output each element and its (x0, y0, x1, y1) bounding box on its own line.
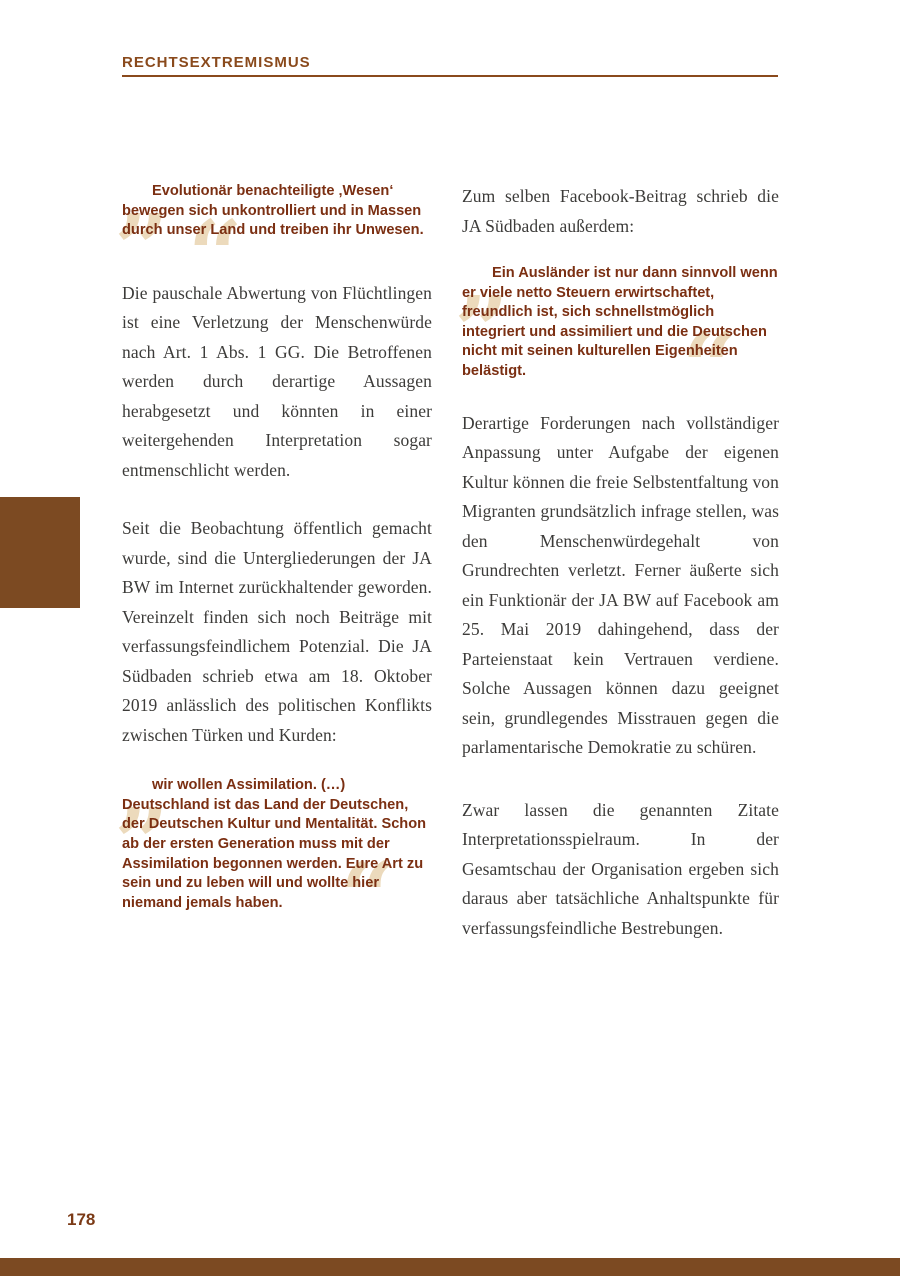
body-paragraph-1: Die pauschale Abwertung von Flüchtlingen ist eine Verletzung der Menschenwürde nach Art. 1 Abs. 1 GG. Die Betroffenen werden durch derartige Aussagen herabgesetzt und könnten in einer weitergehenden Interpretation sogar entmenschlicht werden. (122, 282, 432, 480)
pull-quote-1 (116, 140, 432, 311)
footer-bar (0, 1258, 900, 1276)
quote-close-icon: “ (340, 842, 395, 954)
pull-quote-3 (456, 222, 779, 423)
pull-quote-1-text: Evolutionär benachteiligte ‚Wesen‘ bewegen sich unkontrolliert und in Massen durch unser Land und treiben ihr Unwesen. (122, 183, 424, 239)
page-number: 178 (67, 1210, 96, 1229)
right-column (456, 182, 779, 972)
quote-close-icon: “ (682, 312, 737, 423)
running-header: RECHTSEXTREMISMUS (122, 54, 311, 71)
body-paragraph-3: Zum selben Facebook-Beitrag schrieb die JA Südbaden außerdem: (462, 186, 779, 236)
left-column (116, 140, 432, 954)
chapter-tab (0, 497, 80, 608)
quote-open-icon: „ (116, 734, 171, 846)
header-rule (122, 75, 778, 77)
body-paragraph-2: Seit die Beobachtung öffentlich gemacht wurde, sind die Untergliederungen der JA BW im Internet zurückhaltender geworden. Vereinzelt finden sich noch Beiträge mit verfassungsfeindlichem Potenzial. Die JA Südbaden schrieb etwa am 18. Oktober 2019 anlässlich des politischen Konflikts zwischen Türken und Kurden: (122, 518, 432, 745)
quote-open-icon: „ (456, 222, 511, 333)
pull-quote-2 (116, 734, 432, 954)
body-paragraph-4: Derartige Forderungen nach vollständiger Anpassung unter Aufgabe der eigenen Kultur können die freie Selbstentfaltung von Migranten grundsätzlich infrage stellen, was den Menschenwürdegehalt von Grundrechten verletzt. Ferner äußerte sich ein Funktionär der JA BW auf Facebook am 25. Mai 2019 dahingehend, dass der Parteienstaat kein Vertrauen verdiene. Solche Aussagen können dazu geeignet sein, grundlegendes Misstrauen gegen die parlamentarische Demokratie zu schüren. (462, 412, 779, 758)
quote-close-icon: “ (188, 200, 243, 311)
quote-open-icon: „ (116, 140, 171, 251)
pull-quote-2-text: wir wollen Assimilation. (…) Deutschland ist das Land der Deutschen, der Deutschen Kultur und Mentalität. Schon ab der ersten Generation muss mit der Assimilation begonnen werden. Eure Art zu sein und zu leben will und wollte hier niemand jemals haben. (122, 777, 427, 911)
pull-quote-3-text: Ein Ausländer ist nur dann sinnvoll wenn er viele netto Steuern erwirtschaftet, freundlich ist, sich schnellstmöglich integriert und assimiliert und die Deutschen nicht mit seinen kulturellen Eigenheiten belästigt. (462, 265, 778, 379)
body-paragraph-5: Zwar lassen die genannten Zitate Interpretationsspielraum. In der Gesamtschau der Organisation ergeben sich daraus aber tatsächliche Anhaltspunkte für verfassungsfeindliche Bestrebungen. (462, 799, 779, 938)
